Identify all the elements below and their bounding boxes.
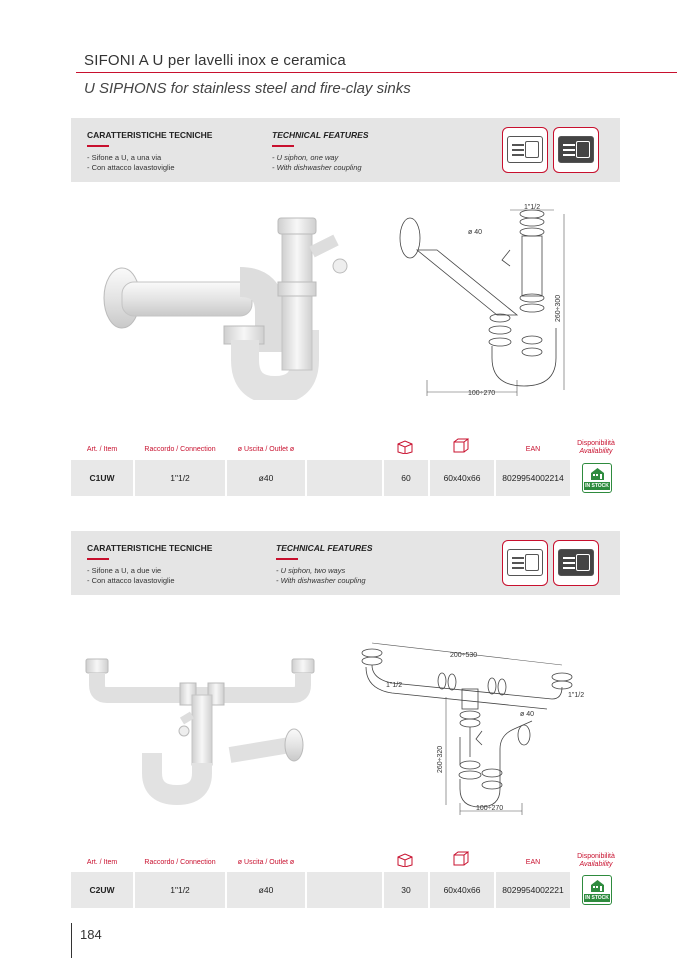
dim-label-span: 200÷530: [450, 652, 478, 659]
dim-label-left: 1"1/2: [386, 682, 403, 689]
table-header-2: [71, 853, 620, 873]
dim-label-height: 260÷300: [555, 294, 562, 322]
feature-item: - U siphon, one way: [272, 152, 339, 162]
cell-qty: 30: [384, 872, 428, 908]
table-header-1: [71, 440, 620, 460]
siphon-one-way-photo: [100, 210, 360, 400]
box-size-icon: [452, 851, 470, 867]
col-outlet: ø Uscita / Outlet ø: [237, 446, 295, 453]
cell-extra: [307, 460, 382, 496]
col-connection: Raccordo / Connection: [144, 446, 216, 453]
cell-connection: 1"1/2: [135, 872, 225, 908]
cell-outlet: ø40: [227, 460, 305, 496]
cell-outlet: ø40: [227, 872, 305, 908]
dim-label-width: 100÷270: [468, 390, 496, 397]
cell-ean: 8029954002214: [496, 460, 570, 496]
dim-label-height: 260÷320: [437, 745, 444, 773]
box-size-icon: [452, 438, 470, 454]
col-ean: EAN: [525, 446, 541, 453]
feature-item: - Con attacco lavastoviglie: [87, 575, 175, 585]
box-qty-icon: [396, 851, 414, 867]
features-title-it: CARATTERISTICHE TECNICHE: [87, 543, 213, 553]
in-stock-badge: [582, 875, 612, 905]
page-number: 184: [80, 927, 102, 942]
page-number-bar: [71, 923, 72, 958]
cell-item: C2UW: [71, 872, 133, 908]
col-art: Art. / Item: [86, 446, 118, 453]
cell-ean: 8029954002221: [496, 872, 570, 908]
cell-connection: 1"1/2: [135, 460, 225, 496]
stock-label: IN STOCK: [585, 483, 609, 489]
cell-qty: 60: [384, 460, 428, 496]
table-row: [71, 872, 620, 908]
features-title-it: CARATTERISTICHE TECNICHE: [87, 130, 213, 140]
col-availability: Disponibilità Availability: [577, 440, 615, 455]
stock-label: IN STOCK: [585, 895, 609, 901]
ceramic-sink-icon: [553, 540, 599, 586]
cell-box: 60x40x66: [430, 460, 494, 496]
feature-item: - Sifone a U, a una via: [87, 152, 162, 162]
cell-item: C1UW: [71, 460, 133, 496]
house-icon: [590, 879, 605, 892]
features-title-en: TECHNICAL FEATURES: [276, 543, 373, 553]
feature-item: - With dishwasher coupling: [272, 162, 362, 172]
dim-label-width: 100÷270: [476, 805, 504, 812]
features-title-en: TECHNICAL FEATURES: [272, 130, 369, 140]
col-connection: Raccordo / Connection: [144, 859, 216, 866]
table-row: [71, 460, 620, 496]
page-title-it: SIFONI A U per lavelli inox e ceramica: [84, 52, 346, 69]
features-panel-2: [71, 531, 620, 595]
dim-label-outlet: ø 40: [468, 229, 483, 236]
page-title-en: U SIPHONS for stainless steel and fire-clay sinks: [84, 80, 411, 97]
features-panel-1: [71, 118, 620, 182]
cell-extra: [307, 872, 382, 908]
dim-label-right: 1"1/2: [568, 692, 585, 699]
ceramic-sink-icon: [553, 127, 599, 173]
title-divider: [76, 72, 677, 73]
col-ean: EAN: [525, 859, 541, 866]
dim-label-outlet: ø 40: [520, 711, 535, 718]
feature-item: - With dishwasher coupling: [276, 575, 366, 585]
feature-item: - Con attacco lavastoviglie: [87, 162, 175, 172]
stainless-sink-icon: [502, 127, 548, 173]
feature-item: - U siphon, two ways: [276, 565, 346, 575]
dim-label-top: 1"1/2: [524, 204, 541, 211]
col-art: Art. / Item: [86, 859, 118, 866]
feature-item: - Sifone a U, a due vie: [87, 565, 162, 575]
house-icon: [590, 467, 605, 480]
box-qty-icon: [396, 438, 414, 454]
in-stock-badge: [582, 463, 612, 493]
col-outlet: ø Uscita / Outlet ø: [237, 859, 295, 866]
stainless-sink-icon: [502, 540, 548, 586]
siphon-one-way-drawing: [392, 200, 592, 405]
col-availability: Disponibilità Availability: [577, 853, 615, 868]
siphon-two-way-drawing: [352, 637, 602, 817]
cell-box: 60x40x66: [430, 872, 494, 908]
siphon-two-way-photo: [80, 655, 330, 805]
